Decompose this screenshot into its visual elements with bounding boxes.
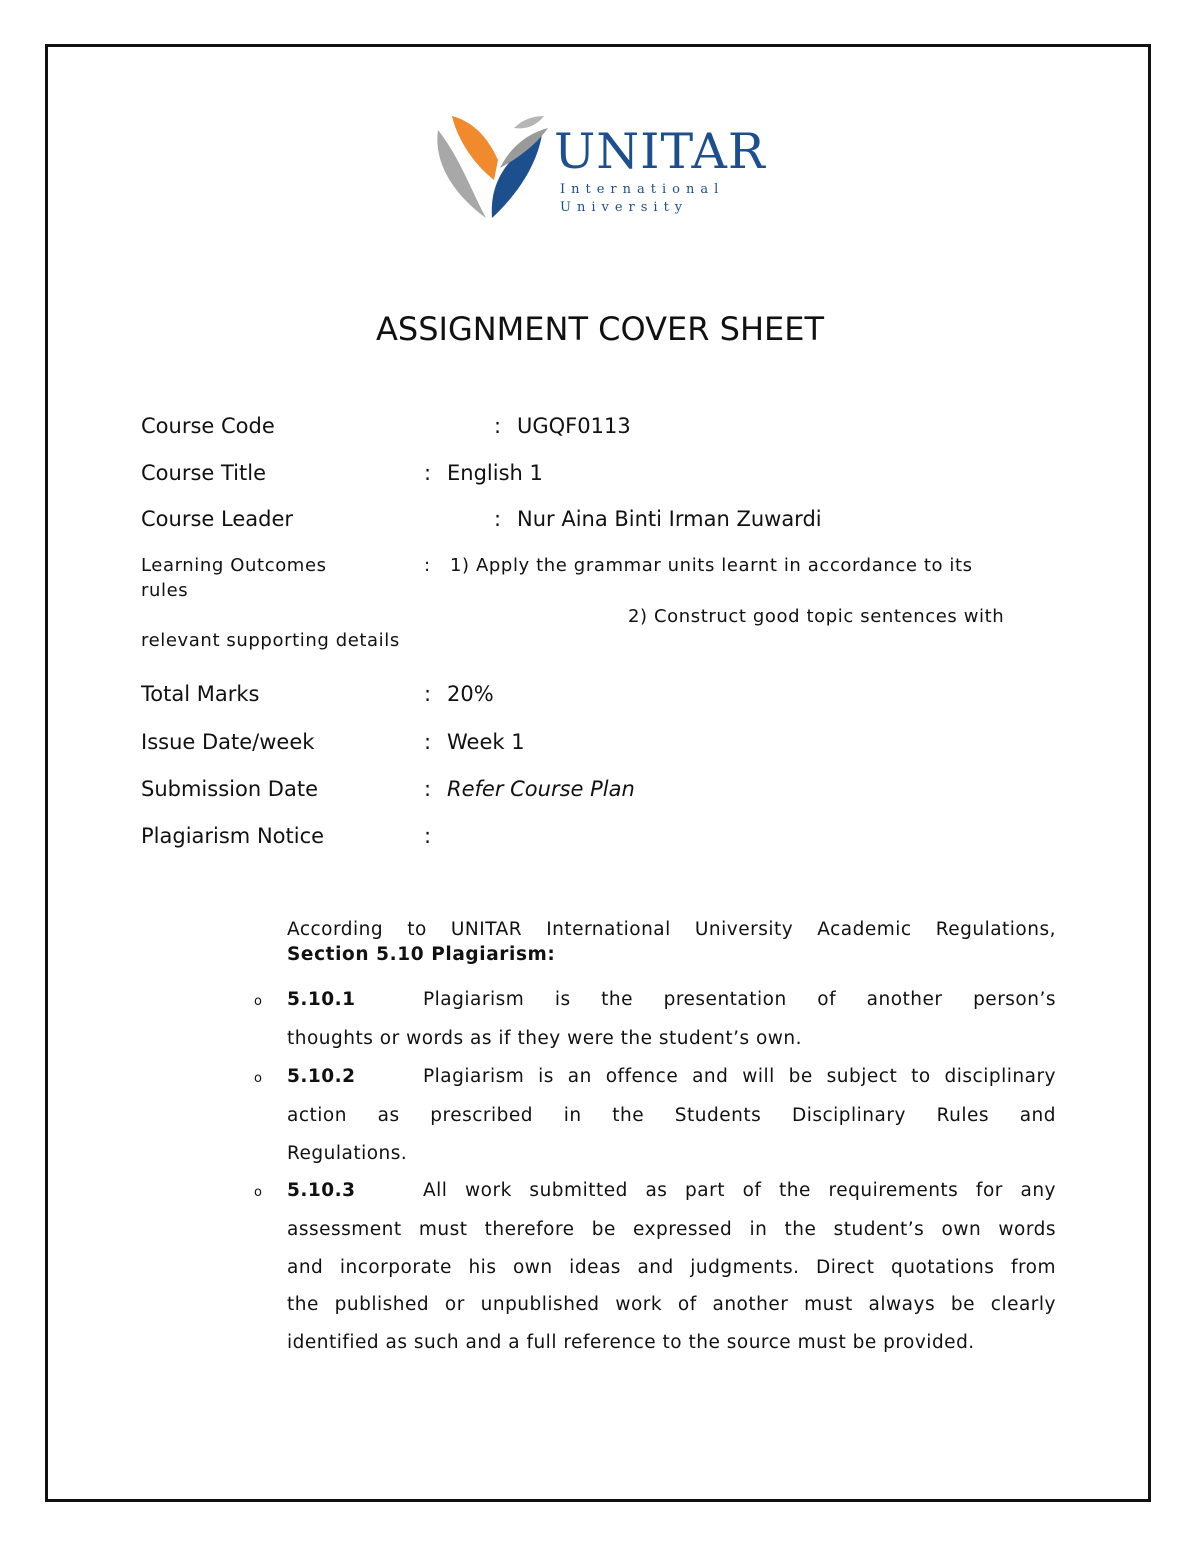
- issue-date-value: Week 1: [447, 730, 525, 754]
- submission-date-value: Refer Course Plan: [447, 777, 635, 801]
- clause-line: action as prescribed in the Students Disciplinary Rules and: [287, 1105, 1056, 1126]
- learning-outcomes-colon: :: [424, 555, 431, 576]
- course-leader-label: Course Leader: [141, 507, 293, 531]
- total-marks-label: Total Marks: [141, 682, 260, 706]
- learning-outcome-1: 1) Apply the grammar units learnt in accordance to its: [450, 555, 973, 576]
- bullet-icon: o: [254, 994, 262, 1009]
- course-title-label: Course Title: [141, 461, 266, 485]
- page-border: [45, 44, 1151, 1502]
- course-title-colon: :: [424, 461, 432, 485]
- course-code-label: Course Code: [141, 414, 275, 438]
- course-leader-value: Nur Aina Binti Irman Zuwardi: [517, 507, 822, 531]
- clause-line: All work submitted as part of the requirements for any: [423, 1180, 1056, 1201]
- issue-date-label: Issue Date/week: [141, 730, 315, 754]
- course-leader-colon: :: [494, 507, 502, 531]
- clause-line: identified as such and a full reference to the source must be provided.: [287, 1332, 975, 1353]
- bullet-icon: o: [254, 1071, 262, 1086]
- plagiarism-notice-label: Plagiarism Notice: [141, 824, 325, 848]
- clause-line: Plagiarism is an offence and will be subject to disciplinary: [423, 1066, 1056, 1087]
- bullet-icon: o: [254, 1185, 262, 1200]
- plagiarism-notice-colon: :: [424, 824, 432, 848]
- clause-line: thoughts or words as if they were the student’s own.: [287, 1028, 803, 1049]
- page-title: ASSIGNMENT COVER SHEET: [375, 310, 824, 348]
- course-code-value: UGQF0113: [517, 414, 631, 438]
- submission-date-label: Submission Date: [141, 777, 319, 801]
- learning-outcome-2-wrap: relevant supporting details: [141, 630, 400, 651]
- total-marks-value: 20%: [447, 682, 494, 706]
- logo-wordmark: UNITAR: [554, 123, 766, 180]
- unitar-logo: [430, 108, 775, 226]
- clause-line: and incorporate his own ideas and judgments. Direct quotations from: [287, 1257, 1056, 1278]
- submission-date-colon: :: [424, 777, 432, 801]
- learning-outcome-1-wrap: rules: [141, 580, 189, 601]
- notice-section-heading: Section 5.10 Plagiarism:: [287, 944, 556, 965]
- clause-line: Regulations.: [287, 1143, 408, 1164]
- total-marks-colon: :: [424, 682, 432, 706]
- issue-date-colon: :: [424, 730, 432, 754]
- clause-line: assessment must therefore be expressed in the student’s own words: [287, 1219, 1056, 1240]
- learning-outcomes-label: Learning Outcomes: [141, 555, 327, 576]
- course-title-value: English 1: [447, 461, 543, 485]
- clause-number: 5.10.2: [287, 1066, 356, 1087]
- clause-line: the published or unpublished work of another must always be clearly: [287, 1294, 1056, 1315]
- clause-line: Plagiarism is the presentation of another person’s: [423, 989, 1056, 1010]
- clause-number: 5.10.3: [287, 1180, 356, 1201]
- learning-outcome-2: 2) Construct good topic sentences with: [628, 606, 1005, 627]
- logo-subtitle-line2: University: [560, 200, 689, 215]
- leaf-emblem-icon: [430, 108, 554, 226]
- logo-subtitle-line1: International: [560, 182, 725, 197]
- notice-intro: According to UNITAR International University Academic Regulations,: [287, 919, 1056, 940]
- clause-number: 5.10.1: [287, 989, 356, 1010]
- course-code-colon: :: [494, 414, 502, 438]
